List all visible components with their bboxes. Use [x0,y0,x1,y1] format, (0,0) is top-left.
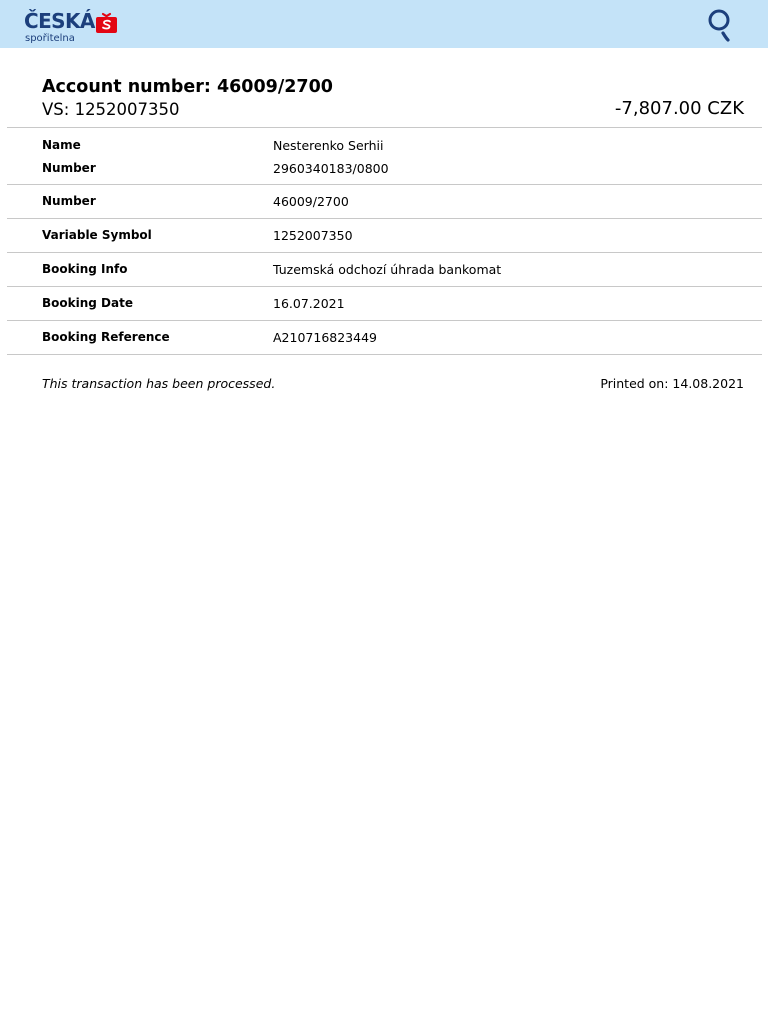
detail-label: Booking Info [42,262,128,276]
detail-label: Number [42,194,96,208]
george-icon[interactable] [705,8,733,42]
detail-value: 46009/2700 [273,194,349,209]
account-number-title: Account number: 46009/2700 [42,77,333,97]
table-row [7,253,762,287]
detail-label: Booking Date [42,296,133,310]
detail-value: 1252007350 [273,228,353,243]
detail-label: Variable Symbol [42,228,152,242]
detail-value: 16.07.2021 [273,296,345,311]
variable-symbol-line: VS: 1252007350 [42,100,180,119]
detail-value: A210716823449 [273,330,377,345]
logo-subname: spořitelna [25,33,75,44]
detail-label: Booking Reference [42,330,170,344]
bank-logo[interactable] [24,8,124,48]
logo-wordmark: ČESKÁ [24,9,95,33]
detail-label: Name [42,138,81,152]
detail-label: Number [42,161,96,175]
detail-value: 2960340183/0800 [273,161,389,176]
logo-s-icon [96,11,117,33]
detail-value: Tuzemská odchozí úhrada bankomat [273,262,502,277]
transaction-header [42,76,744,119]
table-row [7,219,762,253]
table-row [7,185,762,219]
table-row [7,287,762,321]
table-row [7,321,762,355]
table-row [7,128,762,185]
printed-date: Printed on: 14.08.2021 [600,376,744,391]
top-bar [0,0,768,48]
detail-value: Nesterenko Serhii [273,138,384,153]
transaction-amount: -7,807.00 CZK [614,98,744,119]
transaction-details-table [7,127,762,355]
processed-status-note: This transaction has been processed. [42,376,276,391]
